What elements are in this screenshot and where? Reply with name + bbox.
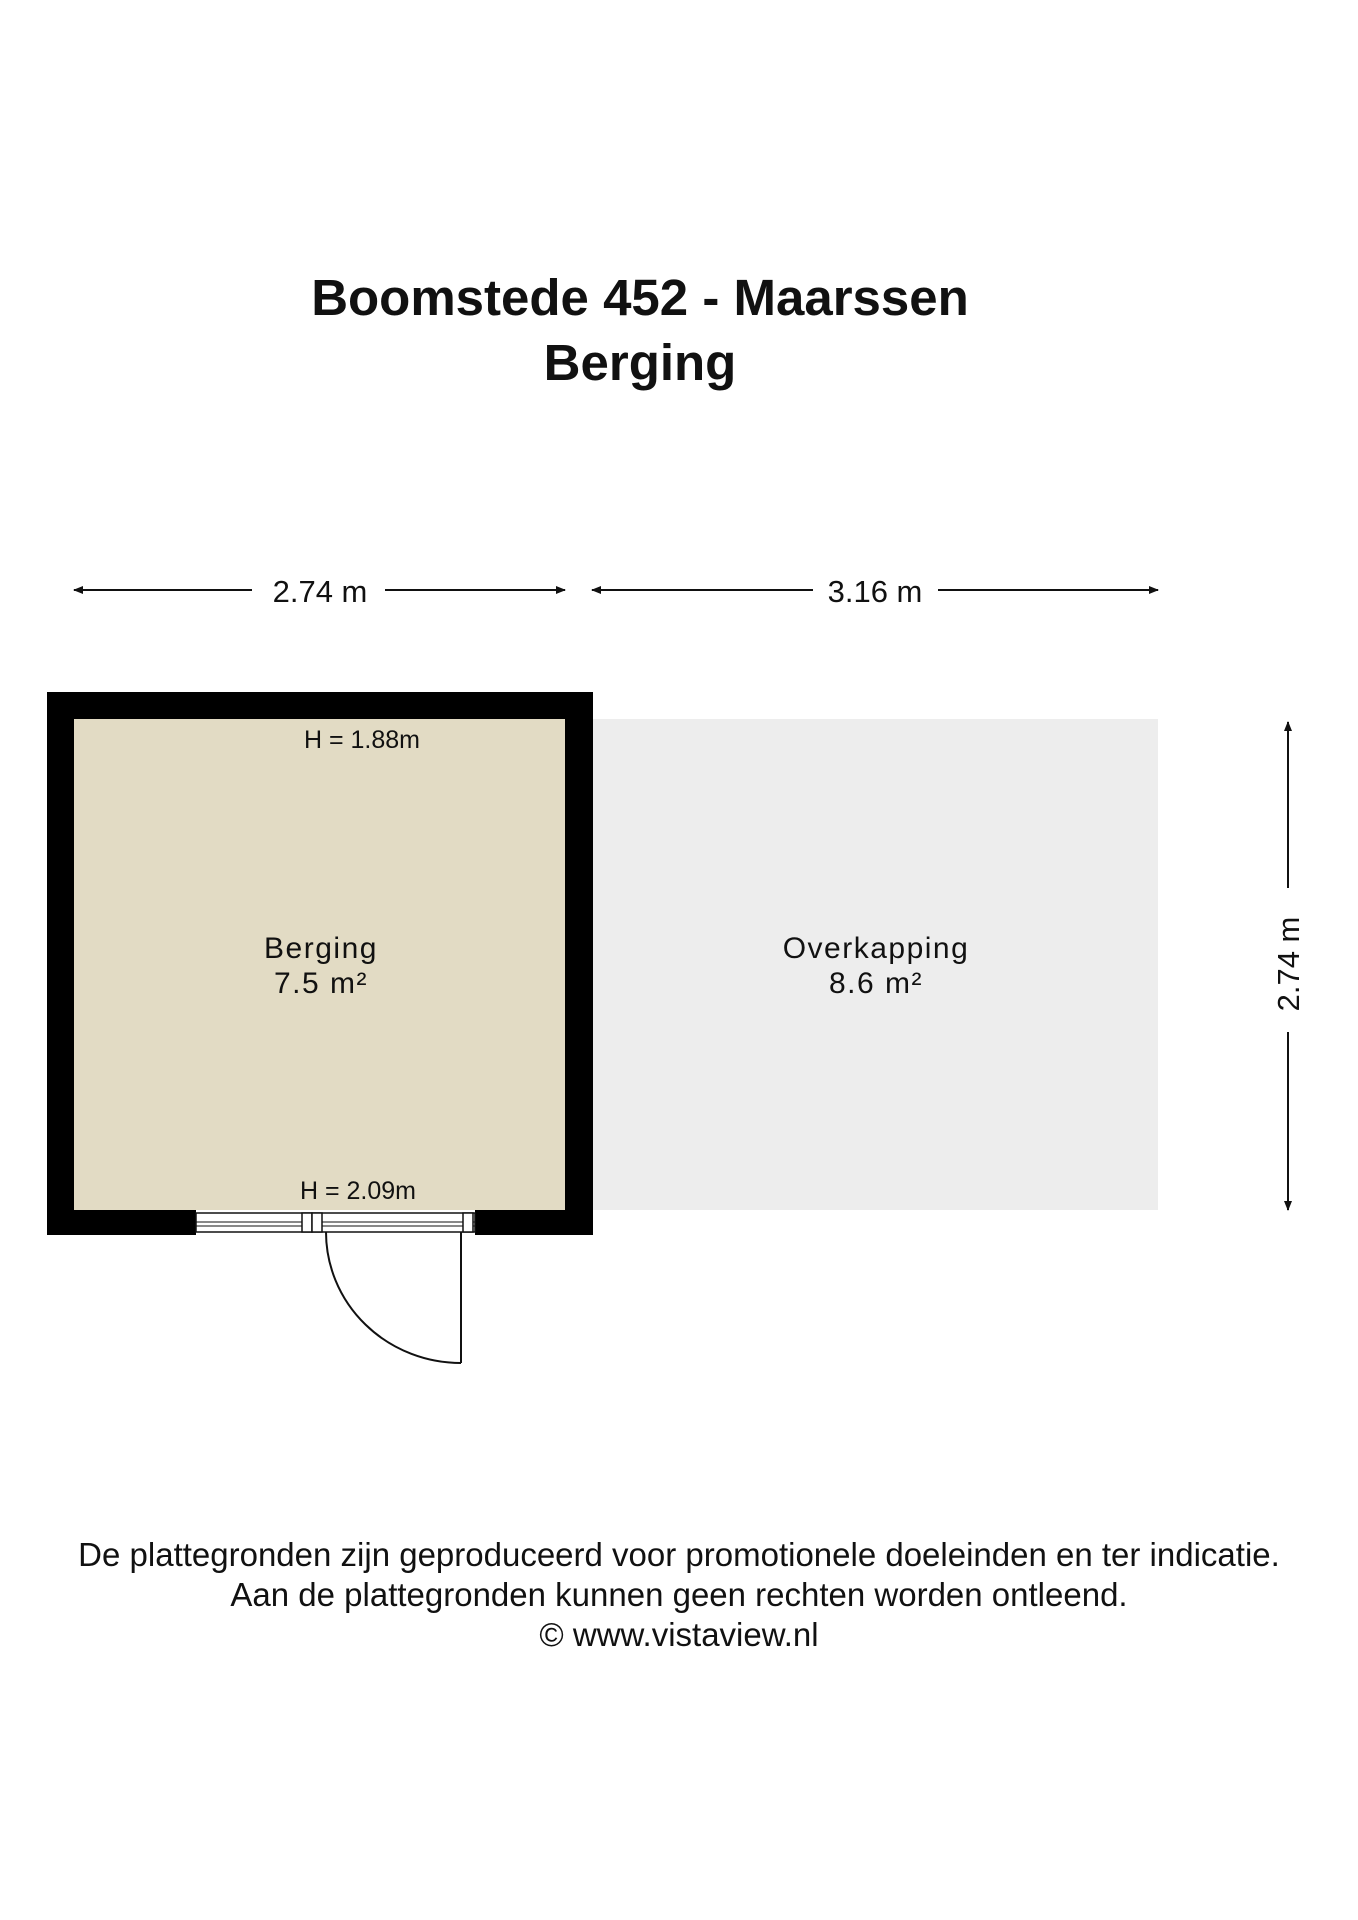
berging-height-bottom: H = 2.09m (299, 1177, 417, 1205)
berging-name: Berging (264, 932, 378, 965)
plan-title: Boomstede 452 - Maarssen (311, 269, 969, 326)
door-swing-arc (326, 1232, 461, 1363)
door (196, 1210, 475, 1363)
dimension-top-right (592, 574, 1158, 609)
dimension-label: 2.74 m (272, 574, 368, 609)
copyright-line: © www.vistaview.nl (539, 1616, 819, 1653)
disclaimer-line-2: Aan de plattegronden kunnen geen rechten worden ontleend. (230, 1576, 1128, 1613)
berging-area: 7.5 m² (273, 967, 369, 1000)
dimension-label: 2.74 m (1271, 916, 1306, 1012)
plan-subtitle: Berging (543, 334, 737, 391)
overkapping-name: Overkapping (782, 932, 970, 965)
dimension-label: 3.16 m (827, 574, 923, 609)
dimension-right-side (1271, 722, 1306, 1210)
berging-height-top: H = 1.88m (303, 726, 421, 754)
overkapping-area: 8.6 m² (828, 967, 924, 1000)
disclaimer-line-1: De plattegronden zijn geproduceerd voor promotionele doeleinden en ter indicatie. (78, 1536, 1280, 1573)
dimension-top-left (74, 574, 565, 609)
